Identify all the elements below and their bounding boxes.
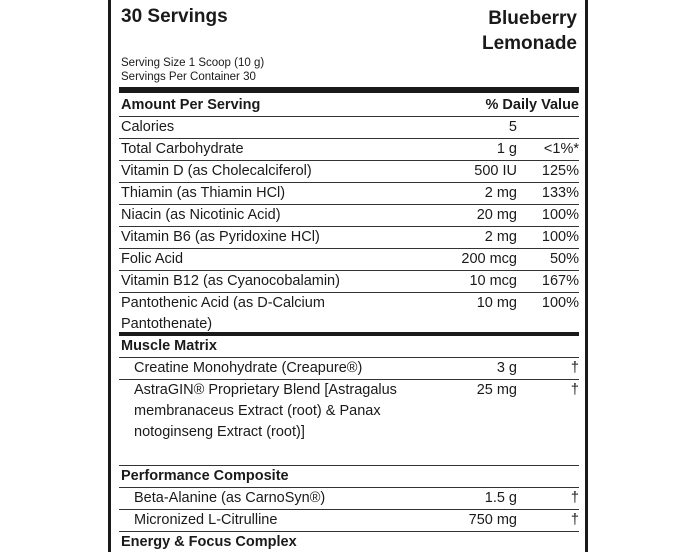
- serving-size: Serving Size 1 Scoop (10 g): [121, 57, 265, 69]
- table-row: [119, 205, 579, 227]
- nutrient-dv: <1%*: [543, 141, 579, 157]
- nutrient-name: Vitamin B6 (as Pyridoxine HCl): [121, 229, 320, 245]
- nutrient-amount: 1 g: [496, 141, 517, 157]
- nutrient-amount: 5: [508, 119, 517, 135]
- flavor-line-1: Blueberry: [488, 8, 577, 29]
- section-title: Energy & Focus Complex: [121, 534, 297, 550]
- daily-value-label: % Daily Value: [485, 97, 579, 113]
- nutrient-name: Niacin (as Nicotinic Acid): [121, 207, 281, 223]
- table-row: [119, 139, 579, 161]
- ingredient-name: Creatine Monohydrate (Creapure®): [134, 360, 363, 376]
- table-row: [119, 380, 579, 466]
- servings-heading: 30 Servings: [121, 6, 228, 27]
- ingredient-amount: 1.5 g: [484, 490, 517, 506]
- table-row: [119, 510, 579, 532]
- table-row: [119, 183, 579, 205]
- nutrient-amount: 20 mg: [476, 207, 517, 223]
- table-row: [119, 117, 579, 139]
- table-row: [119, 271, 579, 293]
- section-title: Muscle Matrix: [121, 338, 217, 354]
- nutrient-dv: 133%: [541, 185, 579, 201]
- servings-per-container: Servings Per Container 30: [121, 71, 256, 83]
- table-row: [119, 293, 579, 336]
- table-header-row: [119, 95, 579, 117]
- table-row: [119, 358, 579, 380]
- nutrient-dv: 100%: [541, 295, 579, 311]
- table-row: [119, 227, 579, 249]
- ingredient-dv: †: [570, 490, 579, 506]
- nutrient-name: Vitamin B12 (as Cyanocobalamin): [121, 273, 340, 289]
- nutrient-amount: 10 mg: [476, 295, 517, 311]
- serving-info: [121, 56, 264, 84]
- nutrient-amount: 200 mcg: [461, 251, 517, 267]
- nutrient-dv: 100%: [541, 207, 579, 223]
- supplement-facts-panel: [108, 0, 588, 552]
- ingredient-name: Beta-Alanine (as CarnoSyn®): [134, 490, 326, 506]
- nutrient-name: Total Carbohydrate: [121, 141, 244, 157]
- ingredient-amount: 25 mg: [476, 382, 517, 398]
- section-title: Performance Composite: [121, 468, 289, 484]
- amount-per-serving-label: Amount Per Serving: [121, 97, 261, 113]
- nutrient-table: [119, 95, 579, 552]
- nutrient-dv: 50%: [549, 251, 579, 267]
- flavor-line-2: Lemonade: [481, 33, 577, 54]
- ingredient-name: AstraGIN® Proprietary Blend [Astragalus membranaceus Extract (root) & Panax notoginseng Extract (root)]: [134, 382, 397, 440]
- ingredient-name: Micronized L-Citrulline: [134, 512, 278, 528]
- ingredient-dv: †: [570, 360, 579, 376]
- nutrient-amount: 10 mcg: [469, 273, 517, 289]
- nutrient-amount: 2 mg: [484, 229, 517, 245]
- nutrient-dv: 167%: [541, 273, 579, 289]
- table-row: [119, 161, 579, 183]
- ingredient-dv: †: [570, 382, 579, 398]
- ingredient-amount: 750 mg: [468, 512, 517, 528]
- ingredient-amount: 3 g: [496, 360, 517, 376]
- thick-divider: [119, 87, 579, 93]
- section-heading-performance-composite: [119, 466, 579, 488]
- ingredient-dv: †: [570, 512, 579, 528]
- nutrient-amount: 500 IU: [474, 163, 517, 179]
- table-row: [119, 249, 579, 271]
- nutrient-name: Vitamin D (as Cholecalciferol): [121, 163, 312, 179]
- table-row: [119, 488, 579, 510]
- nutrient-name: Calories: [121, 119, 175, 135]
- section-heading-energy-focus: [119, 532, 579, 552]
- nutrient-dv: 125%: [541, 163, 579, 179]
- nutrient-name: Thiamin (as Thiamin HCl): [121, 185, 286, 201]
- section-heading-muscle-matrix: [119, 336, 579, 358]
- flavor-heading: [482, 6, 577, 56]
- nutrient-name: Pantothenic Acid (as D-Calcium Pantothenate): [121, 295, 325, 332]
- nutrient-name: Folic Acid: [121, 251, 184, 267]
- nutrient-dv: 100%: [541, 229, 579, 245]
- nutrient-amount: 2 mg: [484, 185, 517, 201]
